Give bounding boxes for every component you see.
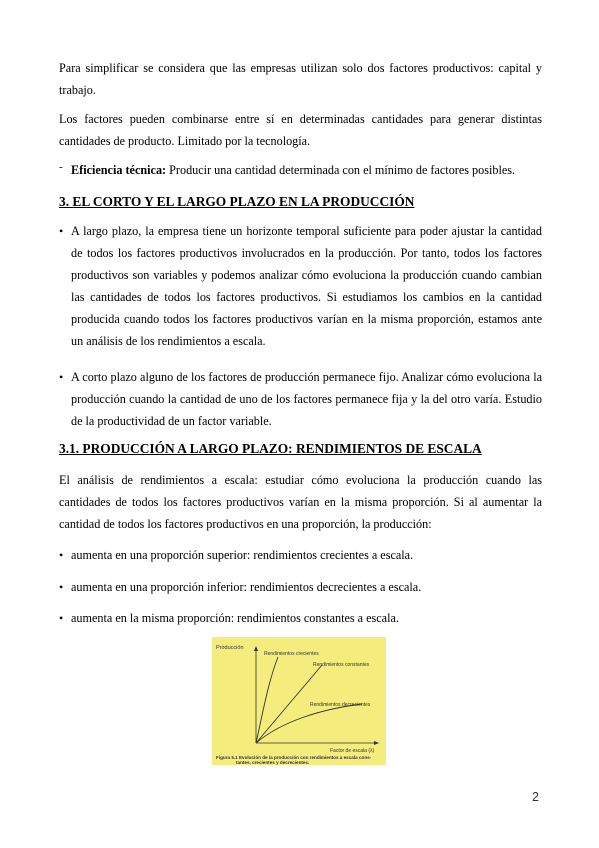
x-axis-arrow	[374, 741, 379, 745]
list-item-text: aumenta en una proporción inferior: rendimientos decrecientes a escala.	[71, 580, 422, 594]
list-item-text: aumenta en una proporción superior: rendimientos crecientes a escala.	[71, 548, 414, 562]
bullet-icon: •	[59, 548, 64, 562]
returns-to-scale-figure	[212, 637, 386, 765]
figure-x-label: Factor de escala (λ)	[330, 748, 375, 754]
figure-y-label: Producción	[216, 645, 244, 651]
efficiency-label: Eficiencia técnica:	[71, 163, 167, 177]
intro-paragraph-2: Los factores pueden combinarse entre sí en determinadas cantidades para generar distintas cantidades de producto. Limitado por la tecnología.	[59, 112, 542, 148]
figure-caption-line-1: Figura 5.1 Evolución de la producción con rendimientos a escala cons-	[216, 755, 372, 760]
list-item	[59, 220, 542, 352]
efficiency-text: Producir una cantidad determinada con el mínimo de factores posibles.	[166, 163, 516, 177]
returns-to-scale-diagram	[212, 637, 386, 765]
list-item-text: A largo plazo, la empresa tiene un horizonte temporal suficiente para poder ajustar la cantidad de todos los factores productivos involucrados en la producción. Por tanto, todos los factores productivos son variables y podemos analizar cómo evoluciona la producción cuando cambian las cantidades de todos los factores productivos. Si estudiamos los cambios en la cantidad producida cuando todos los factores productivos varían en la misma proporción, estamos ante un análisis de los rendimientos a escala.	[71, 224, 542, 348]
section-3-heading: 3. EL CORTO Y EL LARGO PLAZO EN LA PRODUCCIÓN	[59, 194, 415, 209]
list-item	[59, 366, 542, 432]
bullet-icon: •	[59, 580, 64, 594]
dash-bullet: -	[59, 161, 63, 173]
list-item	[59, 607, 542, 629]
list-item	[59, 576, 542, 598]
curve-label-increasing: Rendimientos crecientes	[264, 651, 319, 657]
section-3-1-intro: El análisis de rendimientos a escala: estudiar cómo evoluciona la producción cuando las cantidades de todos los factores productivos varían en la misma proporción. Si al aumentar la cantidad de todos los factores productivos en una proporción, la producción:	[59, 473, 542, 531]
decreasing-returns-curve	[256, 704, 362, 743]
list-item-text: aumenta en la misma proporción: rendimientos constantes a escala.	[71, 611, 399, 625]
figure-caption-line-2: tantes, crecientes y decrecientes.	[236, 760, 310, 765]
list-item	[59, 544, 542, 566]
list-item-text: A corto plazo alguno de los factores de producción permanece fijo. Analizar cómo evoluciona la producción cuando la cantidad de uno de los factores permanece fija y la del otro varía. Estudio de la productividad de un factor variable.	[71, 370, 542, 428]
curve-label-decreasing: Rendimientos decrecientes	[310, 702, 371, 708]
section-3-1-heading: 3.1. PRODUCCIÓN A LARGO PLAZO: RENDIMIENTOS DE ESCALA	[59, 441, 482, 456]
efficiency-item	[59, 159, 542, 181]
bullet-icon: •	[59, 224, 64, 238]
intro-paragraph-1: Para simplificar se considera que las empresas utilizan solo dos factores productivos: capital y trabajo.	[59, 61, 542, 97]
curve-label-constant: Rendimientos constantes	[313, 662, 370, 668]
bullet-icon: •	[59, 611, 64, 625]
page-number: 2	[532, 790, 539, 804]
bullet-icon: •	[59, 370, 64, 384]
y-axis-arrow	[254, 646, 258, 651]
